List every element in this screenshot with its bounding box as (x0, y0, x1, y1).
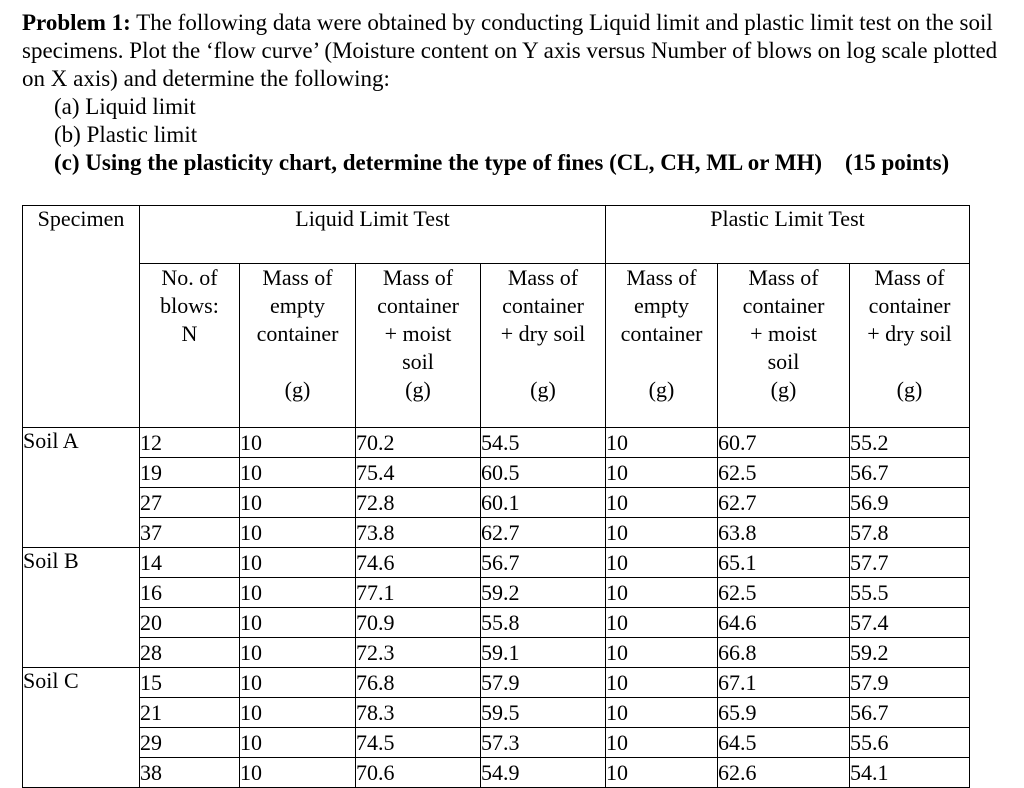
table-cell: 57.4 (850, 608, 970, 638)
column-unit: (g) (770, 377, 797, 402)
table-row (23, 578, 970, 608)
table-cell: 10 (240, 758, 356, 788)
table-cell: 10 (606, 608, 718, 638)
column-header (718, 264, 850, 428)
table-cell: 10 (606, 548, 718, 578)
column-header-line: Mass of (507, 265, 579, 290)
problem-intro (22, 9, 1012, 93)
table-cell: 12 (140, 428, 240, 458)
table-cell: 10 (606, 518, 718, 548)
table-cell: 78.3 (356, 698, 481, 728)
table-cell: 20 (140, 608, 240, 638)
table-cell: 10 (240, 488, 356, 518)
table-cell: 70.6 (356, 758, 481, 788)
table-cell: 64.5 (718, 728, 850, 758)
plastic-limit-header: Plastic Limit Test (606, 206, 970, 264)
table-row (23, 488, 970, 518)
column-unit: (g) (648, 377, 675, 402)
table-cell: 10 (606, 698, 718, 728)
table-cell: 10 (606, 758, 718, 788)
column-header-line: + moist (384, 321, 452, 346)
table-cell: 65.1 (718, 548, 850, 578)
table-cell: 10 (240, 698, 356, 728)
column-header-line: container (256, 321, 339, 346)
problem-label: Problem 1: (22, 10, 131, 35)
data-table (22, 205, 970, 788)
table-cell: 74.5 (356, 728, 481, 758)
problem-statement (22, 9, 1012, 177)
table-cell: 55.5 (850, 578, 970, 608)
column-header (850, 264, 970, 428)
table-cell: 10 (240, 578, 356, 608)
table-cell: 29 (140, 728, 240, 758)
table-cell: 67.1 (718, 668, 850, 698)
question-b: (b) Plastic limit (54, 122, 198, 147)
table-cell: 37 (140, 518, 240, 548)
table-cell: 56.7 (850, 698, 970, 728)
table-cell: 73.8 (356, 518, 481, 548)
table-cell: 57.8 (850, 518, 970, 548)
liquid-limit-header: Liquid Limit Test (140, 206, 606, 264)
table-cell: 21 (140, 698, 240, 728)
table-cell: 57.9 (850, 668, 970, 698)
table-row (23, 518, 970, 548)
table-cell: 10 (606, 638, 718, 668)
table-cell: 60.1 (481, 488, 606, 518)
table-cell: 59.2 (481, 578, 606, 608)
column-header-line: container (377, 293, 459, 318)
column-header-line: N (181, 321, 198, 346)
table-cell: 55.8 (481, 608, 606, 638)
column-header-line: + dry soil (867, 321, 952, 346)
table-cell: 55.2 (850, 428, 970, 458)
table-cell: 16 (140, 578, 240, 608)
table-cell: 76.8 (356, 668, 481, 698)
table-cell: 74.6 (356, 548, 481, 578)
column-header-line: soil (402, 349, 434, 374)
table-cell: 56.9 (850, 488, 970, 518)
column-header-line: + dry soil (500, 321, 586, 346)
table-row (23, 698, 970, 728)
table-cell: 64.6 (718, 608, 850, 638)
column-unit: (g) (896, 377, 923, 402)
table-cell: 10 (606, 458, 718, 488)
table-cell: 54.5 (481, 428, 606, 458)
problem-intro-text: The following data were obtained by conducting Liquid limit and plastic limit test on the soil specimens. Plot the ‘flow curve’ (Moisture content on Y axis versus Number of blows on log scale plotted on X axis) and determine the following: (22, 10, 998, 91)
table-cell: 72.8 (356, 488, 481, 518)
table-row (23, 428, 970, 458)
table-cell: 54.1 (850, 758, 970, 788)
table-cell: 57.9 (481, 668, 606, 698)
table-cell: 10 (240, 728, 356, 758)
table-row (23, 608, 970, 638)
column-unit: (g) (530, 377, 556, 402)
column-header-line: Mass of (874, 265, 945, 290)
table-row (23, 668, 970, 698)
column-unit: (g) (405, 377, 431, 402)
table-cell: 10 (240, 428, 356, 458)
table-cell: 10 (240, 518, 356, 548)
table-cell: 62.5 (718, 458, 850, 488)
table-cell: 10 (240, 608, 356, 638)
table-cell: 56.7 (481, 548, 606, 578)
column-header-line: Mass of (382, 265, 454, 290)
table-cell: 10 (606, 578, 718, 608)
question-list (22, 93, 1012, 177)
question-c-text: (c) Using the plasticity chart, determine the type of fines (CL, CH, ML or MH) (54, 150, 823, 175)
table-cell: 54.9 (481, 758, 606, 788)
specimen-name: Soil A (23, 428, 140, 548)
column-header (240, 264, 356, 428)
table-row (23, 638, 970, 668)
table-row (23, 458, 970, 488)
table-cell: 75.4 (356, 458, 481, 488)
table-row (23, 548, 970, 578)
table-cell: 19 (140, 458, 240, 488)
table-cell: 72.3 (356, 638, 481, 668)
table-cell: 10 (240, 668, 356, 698)
table-cell: 62.7 (481, 518, 606, 548)
column-unit: (g) (284, 377, 311, 402)
table-cell: 38 (140, 758, 240, 788)
table-cell: 55.6 (850, 728, 970, 758)
table-cell: 28 (140, 638, 240, 668)
column-header (140, 264, 240, 428)
column-header-line: Mass of (262, 265, 333, 290)
table-cell: 77.1 (356, 578, 481, 608)
table-cell: 57.7 (850, 548, 970, 578)
table-cell: 10 (240, 458, 356, 488)
table-cell: 10 (606, 728, 718, 758)
specimen-name: Soil B (23, 548, 140, 668)
table-cell: 56.7 (850, 458, 970, 488)
table-cell: 10 (606, 428, 718, 458)
column-header-line: soil (767, 349, 800, 374)
table-cell: 70.9 (356, 608, 481, 638)
table-cell: 10 (606, 488, 718, 518)
column-header-line: container (502, 293, 584, 318)
table-cell: 27 (140, 488, 240, 518)
table-cell: 10 (606, 668, 718, 698)
column-header (356, 264, 481, 428)
table-row (23, 758, 970, 788)
table-cell: 15 (140, 668, 240, 698)
table-body (23, 428, 970, 788)
column-header-line: container (742, 293, 825, 318)
table-cell: 70.2 (356, 428, 481, 458)
table-cell: 63.8 (718, 518, 850, 548)
table-cell: 60.7 (718, 428, 850, 458)
column-header-line: Mass of (748, 265, 819, 290)
table-row (23, 728, 970, 758)
table-cell: 60.5 (481, 458, 606, 488)
table-cell: 10 (240, 548, 356, 578)
table-cell: 59.1 (481, 638, 606, 668)
column-header-line: empty (270, 293, 325, 318)
column-header-line: + moist (750, 321, 817, 346)
column-header-line: empty (634, 293, 689, 318)
table-cell: 62.7 (718, 488, 850, 518)
specimen-name: Soil C (23, 668, 140, 788)
question-c (54, 149, 1012, 177)
table-cell: 62.6 (718, 758, 850, 788)
table-cell: 59.2 (850, 638, 970, 668)
question-a: (a) Liquid limit (54, 94, 196, 119)
table-cell: 66.8 (718, 638, 850, 668)
table-cell: 10 (240, 638, 356, 668)
column-header-row (23, 264, 970, 428)
table-cell: 65.9 (718, 698, 850, 728)
table-cell: 57.3 (481, 728, 606, 758)
column-header-line: container (868, 293, 951, 318)
column-header-line: blows: (160, 293, 219, 318)
column-header-line: No. of (161, 265, 218, 290)
column-header (606, 264, 718, 428)
column-header-line: Mass of (626, 265, 697, 290)
column-header (481, 264, 606, 428)
points-label: (15 points) (845, 150, 950, 175)
table-cell: 14 (140, 548, 240, 578)
specimen-header: Specimen (23, 206, 140, 428)
table-cell: 62.5 (718, 578, 850, 608)
table-cell: 59.5 (481, 698, 606, 728)
column-header-line: container (620, 321, 703, 346)
group-header-row (23, 206, 970, 264)
